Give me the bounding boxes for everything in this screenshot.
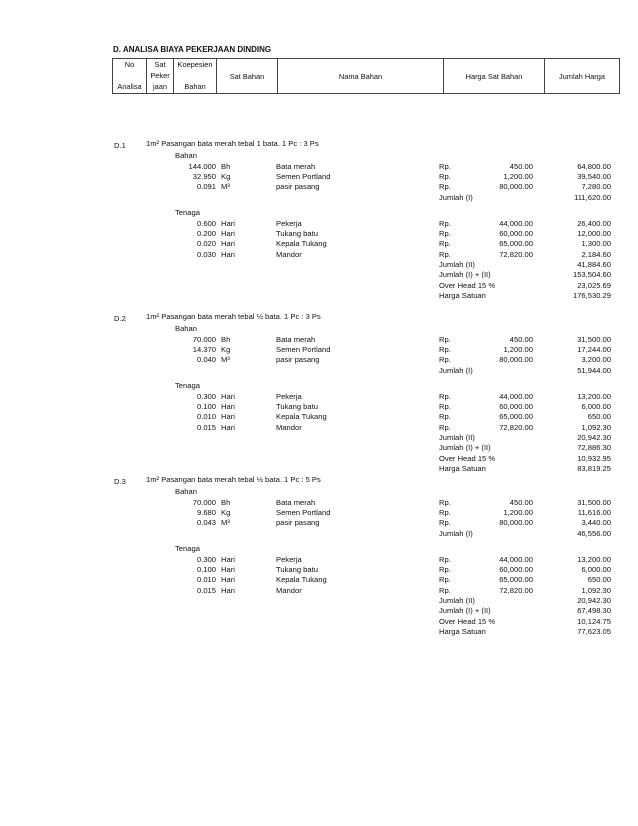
summary-value: 10,124.75 xyxy=(577,616,611,626)
tenaga-unit: Hari xyxy=(221,218,235,228)
summary-value: 176,530.29 xyxy=(572,290,611,300)
tenaga-unit: Hari xyxy=(221,422,235,432)
tenaga-total: 2,184.60 xyxy=(581,249,611,259)
tenaga-unit: Hari xyxy=(221,412,235,422)
jumlah-i-value: 111,620.00 xyxy=(574,192,611,202)
tenaga-currency: Rp. xyxy=(439,565,451,575)
bahan-label: Bahan xyxy=(175,151,197,161)
bahan-total: 39,540.00 xyxy=(577,171,611,181)
tenaga-currency: Rp. xyxy=(439,412,451,422)
tenaga-total: 13,200.00 xyxy=(577,391,611,401)
jumlah-i-value: 51,944.00 xyxy=(577,365,611,375)
tenaga-price: 60,000.00 xyxy=(499,565,533,575)
bahan-currency: Rp. xyxy=(439,161,451,171)
tenaga-unit: Hari xyxy=(221,585,235,595)
summary-label: Jumlah (I) + (II) xyxy=(439,270,491,280)
tenaga-qty: 0.010 xyxy=(196,575,216,585)
tenaga-name: Mandor xyxy=(276,585,302,595)
header-koefisien: Koepesien Bahan xyxy=(174,59,217,94)
bahan-name: Bata merah xyxy=(276,497,316,507)
bahan-total: 7,280.00 xyxy=(581,182,611,192)
tenaga-price: 72,820.00 xyxy=(499,249,533,259)
tenaga-name: Kepala Tukang xyxy=(276,412,327,422)
bahan-price: 450.00 xyxy=(509,161,533,171)
bahan-currency: Rp. xyxy=(439,497,451,507)
summary-value: 23,025.69 xyxy=(577,280,611,290)
tenaga-currency: Rp. xyxy=(439,402,451,412)
tenaga-name: Pekerja xyxy=(276,391,302,401)
bahan-total: 11,616.00 xyxy=(577,507,611,517)
tenaga-currency: Rp. xyxy=(439,218,451,228)
bahan-currency: Rp. xyxy=(439,334,451,344)
summary-label: Over Head 15 % xyxy=(439,453,496,463)
bahan-name: Semen Portland xyxy=(276,507,331,517)
tenaga-qty: 0.600 xyxy=(196,218,216,228)
jumlah-i-label: Jumlah (I) xyxy=(439,528,473,538)
tenaga-total: 26,400.00 xyxy=(577,218,611,228)
tenaga-name: Mandor xyxy=(276,249,302,259)
tenaga-price: 72,820.00 xyxy=(499,422,533,432)
tenaga-qty: 0.100 xyxy=(196,402,216,412)
tenaga-total: 1,092.30 xyxy=(581,585,611,595)
bahan-currency: Rp. xyxy=(439,182,451,192)
bahan-label: Bahan xyxy=(175,487,197,497)
tenaga-total: 650.00 xyxy=(587,575,611,585)
header-no-analisa: No Analisa xyxy=(113,59,147,94)
bahan-price: 80,000.00 xyxy=(499,518,533,528)
bahan-unit: Bh xyxy=(221,497,231,507)
tenaga-total: 1,300.00 xyxy=(581,239,611,249)
tenaga-unit: Hari xyxy=(221,239,235,249)
bahan-name: pasir pasang xyxy=(276,518,320,528)
bahan-qty: 0.043 xyxy=(196,518,216,528)
summary-value: 20,942.30 xyxy=(577,595,611,605)
summary-value: 20,942.30 xyxy=(577,432,611,442)
jumlah-i-value: 46,556.00 xyxy=(577,528,611,538)
tenaga-unit: Hari xyxy=(221,554,235,564)
tenaga-price: 65,000.00 xyxy=(499,412,533,422)
bahan-currency: Rp. xyxy=(439,507,451,517)
tenaga-name: Tukang batu xyxy=(276,565,318,575)
bahan-price: 450.00 xyxy=(509,334,533,344)
bahan-total: 3,200.00 xyxy=(581,355,611,365)
bahan-unit: Bh xyxy=(221,334,231,344)
bahan-price: 1,200.00 xyxy=(503,507,533,517)
tenaga-price: 65,000.00 xyxy=(499,239,533,249)
tenaga-qty: 0.030 xyxy=(196,249,216,259)
tenaga-total: 6,000.00 xyxy=(581,565,611,575)
section-description: 1m² Pasangan bata merah tebal 1 bata. 1 Pc : 3 Ps xyxy=(146,139,319,148)
tenaga-qty: 0.300 xyxy=(196,391,216,401)
tenaga-qty: 0.200 xyxy=(196,229,216,239)
tenaga-qty: 0.015 xyxy=(196,585,216,595)
bahan-qty: 14.370 xyxy=(192,344,216,354)
tenaga-name: Pekerja xyxy=(276,554,302,564)
bahan-name: pasir pasang xyxy=(276,182,320,192)
page-title: D. ANALISA BIAYA PEKERJAAN DINDING xyxy=(113,45,272,54)
section-code: D.1 xyxy=(114,141,126,150)
bahan-total: 31,500.00 xyxy=(577,497,611,507)
header-sat-pekerjaan: Sat Peker jaan xyxy=(147,59,174,94)
tenaga-name: Pekerja xyxy=(276,218,302,228)
bahan-total: 31,500.00 xyxy=(577,334,611,344)
tenaga-price: 60,000.00 xyxy=(499,402,533,412)
bahan-unit: Bh xyxy=(221,161,231,171)
tenaga-name: Tukang batu xyxy=(276,402,318,412)
tenaga-currency: Rp. xyxy=(439,249,451,259)
tenaga-total: 13,200.00 xyxy=(577,554,611,564)
bahan-qty: 32.950 xyxy=(192,171,216,181)
bahan-price: 80,000.00 xyxy=(499,355,533,365)
summary-value: 153,504.60 xyxy=(572,270,611,280)
bahan-price: 450.00 xyxy=(509,497,533,507)
tenaga-price: 44,000.00 xyxy=(499,554,533,564)
tenaga-label: Tenaga xyxy=(175,544,200,554)
summary-label: Over Head 15 % xyxy=(439,280,496,290)
tenaga-name: Kepala Tukang xyxy=(276,239,327,249)
bahan-price: 1,200.00 xyxy=(503,344,533,354)
section-code: D.3 xyxy=(114,477,126,486)
tenaga-price: 44,000.00 xyxy=(499,218,533,228)
tenaga-unit: Hari xyxy=(221,391,235,401)
summary-value: 67,498.30 xyxy=(577,606,611,616)
tenaga-total: 650.00 xyxy=(587,412,611,422)
bahan-name: Semen Portland xyxy=(276,344,331,354)
summary-label: Jumlah (II) xyxy=(439,259,475,269)
jumlah-i-label: Jumlah (I) xyxy=(439,192,473,202)
summary-label: Harga Satuan xyxy=(439,290,486,300)
bahan-total: 17,244.00 xyxy=(577,344,611,354)
summary-value: 83,819.25 xyxy=(577,463,611,473)
bahan-total: 64,800.00 xyxy=(577,161,611,171)
header-nama-bahan: Nama Bahan xyxy=(278,59,444,94)
tenaga-price: 60,000.00 xyxy=(499,229,533,239)
tenaga-currency: Rp. xyxy=(439,585,451,595)
summary-value: 72,886.30 xyxy=(577,443,611,453)
tenaga-qty: 0.020 xyxy=(196,239,216,249)
tenaga-qty: 0.300 xyxy=(196,554,216,564)
tenaga-total: 6,000.00 xyxy=(581,402,611,412)
bahan-unit: M³ xyxy=(221,182,230,192)
tenaga-currency: Rp. xyxy=(439,239,451,249)
jumlah-i-label: Jumlah (I) xyxy=(439,365,473,375)
bahan-qty: 0.091 xyxy=(196,182,216,192)
tenaga-price: 72,820.00 xyxy=(499,585,533,595)
tenaga-name: Tukang batu xyxy=(276,229,318,239)
tenaga-name: Kepala Tukang xyxy=(276,575,327,585)
bahan-qty: 0.040 xyxy=(196,355,216,365)
summary-label: Harga Satuan xyxy=(439,626,486,636)
tenaga-qty: 0.010 xyxy=(196,412,216,422)
tenaga-currency: Rp. xyxy=(439,391,451,401)
tenaga-qty: 0.100 xyxy=(196,565,216,575)
section-description: 1m² Pasangan bata merah tebal ½ bata. 1 Pc : 5 Ps xyxy=(146,475,321,484)
section-code: D.2 xyxy=(114,314,126,323)
tenaga-label: Tenaga xyxy=(175,381,200,391)
summary-label: Jumlah (I) + (II) xyxy=(439,606,491,616)
bahan-currency: Rp. xyxy=(439,171,451,181)
bahan-total: 3,440.00 xyxy=(581,518,611,528)
tenaga-label: Tenaga xyxy=(175,208,200,218)
header-table xyxy=(112,58,620,94)
tenaga-currency: Rp. xyxy=(439,575,451,585)
summary-label: Jumlah (II) xyxy=(439,595,475,605)
summary-label: Over Head 15 % xyxy=(439,616,496,626)
bahan-qty: 144.000 xyxy=(188,161,216,171)
tenaga-qty: 0.015 xyxy=(196,422,216,432)
bahan-name: pasir pasang xyxy=(276,355,320,365)
tenaga-unit: Hari xyxy=(221,402,235,412)
header-harga-sat-bahan: Harga Sat Bahan xyxy=(444,59,545,94)
tenaga-unit: Hari xyxy=(221,565,235,575)
summary-label: Harga Satuan xyxy=(439,463,486,473)
bahan-price: 1,200.00 xyxy=(503,171,533,181)
tenaga-price: 65,000.00 xyxy=(499,575,533,585)
tenaga-unit: Hari xyxy=(221,575,235,585)
summary-label: Jumlah (I) + (II) xyxy=(439,443,491,453)
tenaga-unit: Hari xyxy=(221,229,235,239)
header-jumlah-harga: Jumlah Harga xyxy=(545,59,620,94)
bahan-qty: 9.680 xyxy=(196,507,216,517)
tenaga-price: 44,000.00 xyxy=(499,391,533,401)
bahan-currency: Rp. xyxy=(439,518,451,528)
summary-label: Jumlah (II) xyxy=(439,432,475,442)
bahan-unit: Kg xyxy=(221,507,231,517)
summary-value: 10,932.95 xyxy=(577,453,611,463)
bahan-name: Semen Portland xyxy=(276,171,331,181)
bahan-unit: M³ xyxy=(221,518,230,528)
bahan-unit: Kg xyxy=(221,171,231,181)
bahan-qty: 70.000 xyxy=(192,497,216,507)
bahan-label: Bahan xyxy=(175,324,197,334)
summary-value: 41,884.60 xyxy=(577,259,611,269)
bahan-name: Bata merah xyxy=(276,161,316,171)
tenaga-currency: Rp. xyxy=(439,554,451,564)
tenaga-currency: Rp. xyxy=(439,229,451,239)
bahan-unit: M³ xyxy=(221,355,230,365)
tenaga-total: 1,092.30 xyxy=(581,422,611,432)
bahan-currency: Rp. xyxy=(439,355,451,365)
section-description: 1m² Pasangan bata merah tebal ½ bata. 1 Pc : 3 Ps xyxy=(146,312,321,321)
bahan-currency: Rp. xyxy=(439,344,451,354)
bahan-price: 80,000.00 xyxy=(499,182,533,192)
bahan-name: Bata merah xyxy=(276,334,316,344)
bahan-qty: 70.000 xyxy=(192,334,216,344)
header-sat-bahan: Sat Bahan xyxy=(217,59,278,94)
summary-value: 77,623.05 xyxy=(577,626,611,636)
bahan-unit: Kg xyxy=(221,344,231,354)
tenaga-name: Mandor xyxy=(276,422,302,432)
tenaga-unit: Hari xyxy=(221,249,235,259)
tenaga-currency: Rp. xyxy=(439,422,451,432)
tenaga-total: 12,000.00 xyxy=(577,229,611,239)
